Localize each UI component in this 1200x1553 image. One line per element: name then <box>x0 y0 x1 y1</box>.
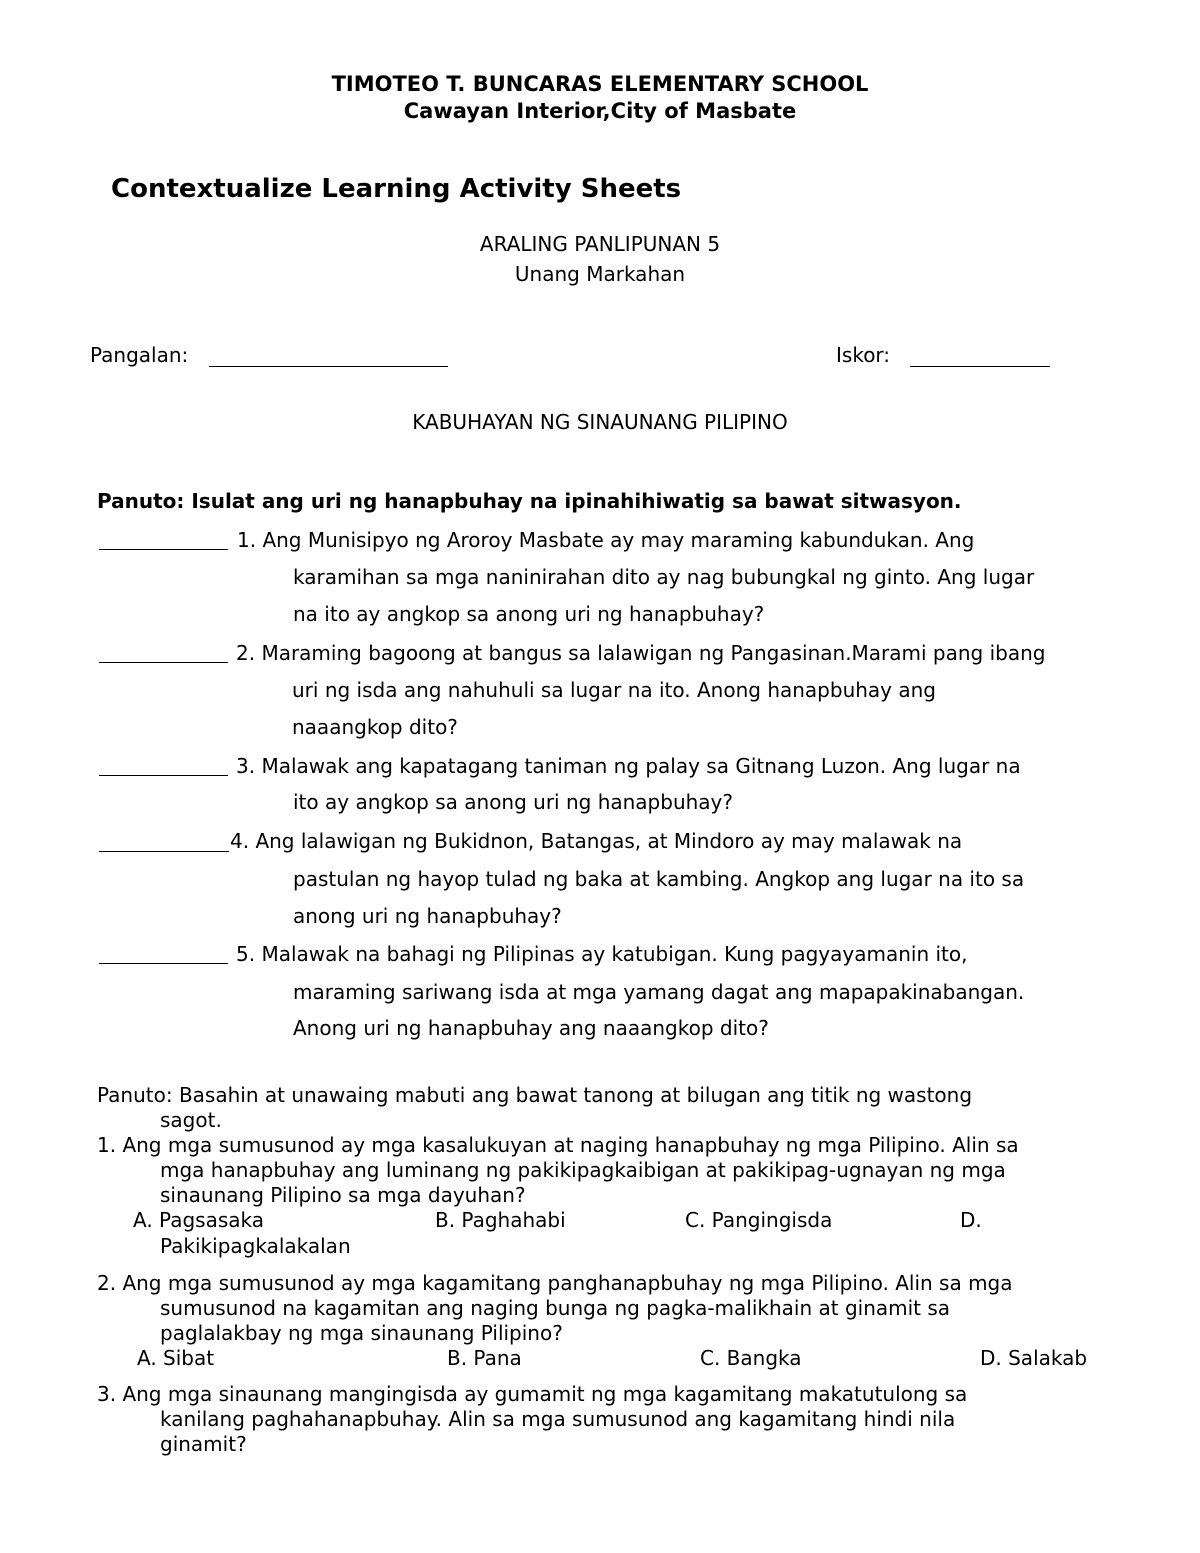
question-1-choice-b[interactable]: B. Paghahabi <box>435 1208 566 1232</box>
part2-instruction-line-2: sagot. <box>160 1108 222 1132</box>
document-title: Contextualize Learning Activity Sheets <box>111 174 682 204</box>
item-3-line-2: ito ay angkop sa anong uri ng hanapbuhay? <box>293 790 734 814</box>
question-3-line-3: ginamit? <box>160 1432 247 1456</box>
topic-title: KABUHAYAN NG SINAUNANG PILIPINO <box>412 410 788 434</box>
part2-instruction-line-1: Panuto: Basahin at unawaing mabuti ang bawat tanong at bilugan ang titik ng wastong <box>97 1083 973 1107</box>
question-1-choice-a[interactable]: A. Pagsasaka <box>133 1208 264 1232</box>
item-3-line-1: 3. Malawak ang kapatagang taniman ng palay sa Gitnang Luzon. Ang lugar na <box>236 754 1021 778</box>
score-blank[interactable] <box>910 366 1050 367</box>
score-label: Iskor: <box>836 343 891 367</box>
question-2-choice-d[interactable]: D. Salakab <box>980 1346 1088 1370</box>
question-1-choice-c[interactable]: C. Pangingisda <box>685 1208 833 1232</box>
item-4-line-3: anong uri ng hanapbuhay? <box>293 904 562 928</box>
question-3-line-2: kanilang paghahanapbuhay. Alin sa mga sumusunod ang kagamitang hindi nila <box>160 1407 956 1431</box>
question-2-choice-a[interactable]: A. Sibat <box>137 1346 215 1370</box>
item-2-line-1: 2. Maraming bagoong at bangus sa lalawigan ng Pangasinan.Marami pang ibang <box>236 641 1046 665</box>
school-name: TIMOTEO T. BUNCARAS ELEMENTARY SCHOOL <box>331 72 869 96</box>
item-5-line-1: 5. Malawak na bahagi ng Pilipinas ay katubigan. Kung pagyayamanin ito, <box>236 942 968 966</box>
question-2-line-3: paglalakbay ng mga sinaunang Pilipino? <box>160 1321 563 1345</box>
question-3-line-1: 3. Ang mga sinaunang mangingisda ay gumamit ng mga kagamitang makatutulong sa <box>97 1382 968 1406</box>
question-2-choice-c[interactable]: C. Bangka <box>700 1346 802 1370</box>
answer-blank-2[interactable] <box>99 662 228 663</box>
question-1-line-3: sinaunang Pilipino sa mga dayuhan? <box>160 1183 526 1207</box>
question-2-line-1: 2. Ang mga sumusunod ay mga kagamitang panghanapbuhay ng mga Pilipino. Alin sa mga <box>97 1271 1013 1295</box>
question-2-line-2: sumusunod na kagamitan ang naging bunga ng pagka-malikhain at ginamit sa <box>160 1296 951 1320</box>
item-4-line-2: pastulan ng hayop tulad ng baka at kambing. Angkop ang lugar na ito sa <box>293 867 1025 891</box>
question-1-choice-d-text[interactable]: Pakikipagkalakalan <box>160 1234 351 1258</box>
question-2-choice-b[interactable]: B. Pana <box>447 1346 522 1370</box>
name-blank[interactable] <box>209 366 448 367</box>
item-5-line-2: maraming sariwang isda at mga yamang dagat ang mapapakinabangan. <box>293 980 1025 1004</box>
item-5-line-3: Anong uri ng hanapbuhay ang naaangkop dito? <box>293 1016 769 1040</box>
answer-blank-1[interactable] <box>99 549 228 550</box>
item-1-line-3: na ito ay angkop sa anong uri ng hanapbuhay? <box>293 602 765 626</box>
quarter-title: Unang Markahan <box>514 262 686 286</box>
school-address: Cawayan Interior,City of Masbate <box>403 99 797 123</box>
subject-title: ARALING PANLIPUNAN 5 <box>479 232 721 256</box>
answer-blank-3[interactable] <box>99 775 228 776</box>
item-1-line-2: karamihan sa mga naninirahan dito ay nag bubungkal ng ginto. Ang lugar <box>293 565 1035 589</box>
answer-blank-4[interactable] <box>99 851 229 852</box>
question-1-line-1: 1. Ang mga sumusunod ay mga kasalukuyan at naging hanapbuhay ng mga Pilipino. Alin sa <box>97 1133 1019 1157</box>
item-2-line-2: uri ng isda ang nahuhuli sa lugar na ito. Anong hanapbuhay ang <box>292 678 937 702</box>
question-1-line-2: mga hanapbuhay ang luminang ng pakikipagkaibigan at pakikipag-ugnayan ng mga <box>160 1158 1006 1182</box>
question-1-choice-d[interactable]: D. <box>960 1208 982 1232</box>
item-4-line-1: 4. Ang lalawigan ng Bukidnon, Batangas, at Mindoro ay may malawak na <box>230 829 963 853</box>
answer-blank-5[interactable] <box>99 963 228 964</box>
part1-instruction: Panuto: Isulat ang uri ng hanapbuhay na ipinahihiwatig sa bawat sitwasyon. <box>97 489 962 513</box>
item-1-line-1: 1. Ang Munisipyo ng Aroroy Masbate ay may maraming kabundukan. Ang <box>237 528 975 552</box>
name-label: Pangalan: <box>90 343 189 367</box>
item-2-line-3: naaangkop dito? <box>292 715 458 739</box>
